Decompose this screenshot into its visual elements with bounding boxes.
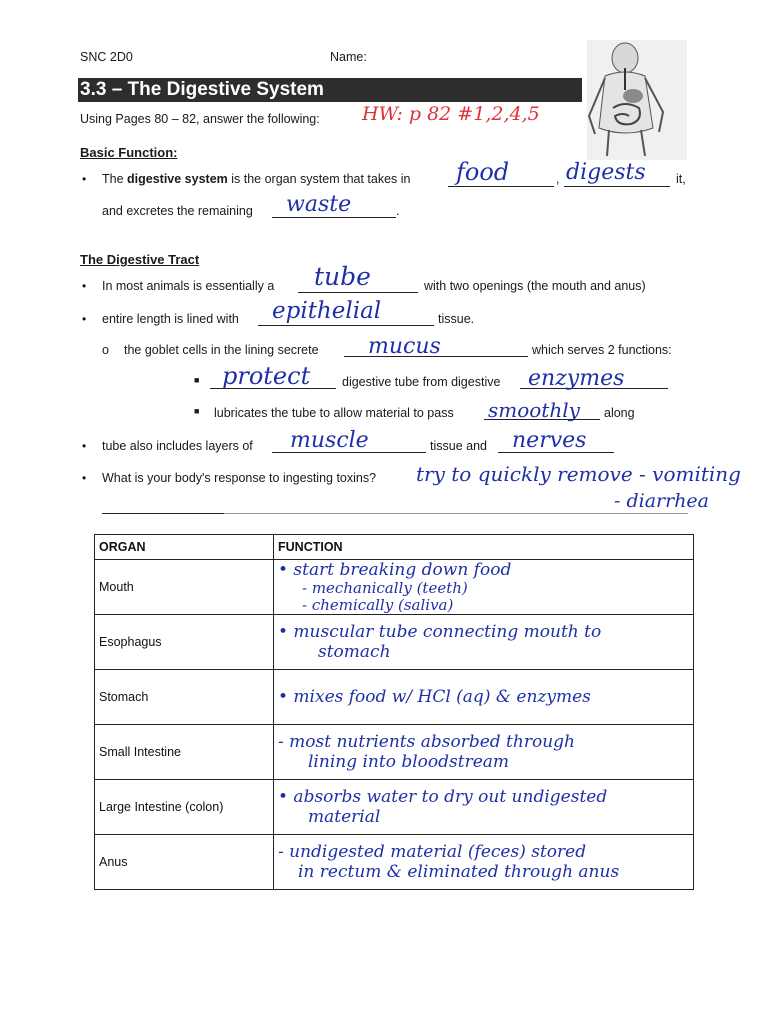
table-row <box>95 615 694 670</box>
bullet-icon: • <box>82 172 87 186</box>
blank-line <box>298 292 418 293</box>
organ-cell: Small Intestine <box>95 725 274 780</box>
course-code: SNC 2D0 <box>80 50 133 64</box>
name-label: Name: <box>330 50 367 64</box>
organ-column-header: ORGAN <box>95 535 274 560</box>
bullet-icon: • <box>82 439 87 453</box>
table-row <box>95 560 694 615</box>
tract-b2-pre: entire length is lined with <box>102 312 239 326</box>
answer-mucus: mucus <box>368 334 441 359</box>
organ-cell: Large Intestine (colon) <box>95 780 274 835</box>
table-header-row <box>95 535 694 560</box>
function-line: • mixes food w/ HCl (aq) & enzymes <box>278 687 591 707</box>
answer-tube: tube <box>314 262 371 291</box>
answer-waste: waste <box>286 192 352 217</box>
table-row <box>95 780 694 835</box>
answer-smoothly: smoothly <box>488 398 580 422</box>
line1-end: it, <box>676 172 686 186</box>
organ-cell: Esophagus <box>95 615 274 670</box>
comma: , <box>556 172 560 186</box>
organ-function-table <box>94 534 694 890</box>
square-bullet-icon: ■ <box>194 375 200 385</box>
function-line: • start breaking down food <box>278 560 512 580</box>
table-row <box>95 835 694 890</box>
tract-f1-mid: digestive tube from digestive <box>342 375 501 389</box>
blank-line <box>448 186 554 187</box>
tract-f2-post: along <box>604 406 635 420</box>
function-line: lining into bloodstream <box>308 752 510 772</box>
table-row <box>95 725 694 780</box>
organ-cell: Anus <box>95 835 274 890</box>
function-cell <box>274 780 694 835</box>
blank-line <box>258 325 434 326</box>
blank-line <box>102 513 224 514</box>
function-line: stomach <box>318 642 391 662</box>
blank-line <box>272 217 396 218</box>
homework-note: HW: p 82 #1,2,4,5 <box>362 103 540 125</box>
basic-function-line1: The digestive system is the organ system that takes in <box>102 172 411 186</box>
function-line: - mechanically (teeth) <box>302 579 468 597</box>
answer-toxins-1: try to quickly remove - vomiting <box>416 462 741 486</box>
function-cell <box>274 615 694 670</box>
tract-b3-mid: tissue and <box>430 439 487 453</box>
answer-enzymes: enzymes <box>528 366 625 391</box>
organ-cell: Mouth <box>95 560 274 615</box>
function-cell <box>274 670 694 725</box>
tract-b1-pre: In most animals is essentially a <box>102 279 275 293</box>
bullet-icon: • <box>82 279 87 293</box>
page-title: 3.3 – The Digestive System <box>78 78 582 102</box>
answer-food: food <box>456 158 510 186</box>
bullet-icon: • <box>82 471 87 485</box>
answer-protect: protect <box>222 362 311 390</box>
tract-b3-pre: tube also includes layers of <box>102 439 253 453</box>
basic-function-line2: and excretes the remaining <box>102 204 253 218</box>
answer-toxins-2: - diarrhea <box>614 490 709 512</box>
function-line: material <box>308 807 381 827</box>
tract-f2-pre: lubricates the tube to allow material to pass <box>214 406 454 420</box>
function-cell <box>274 835 694 890</box>
period: . <box>396 204 400 218</box>
circle-bullet-icon: o <box>102 343 109 357</box>
blank-line <box>224 513 688 514</box>
tract-b2-post: tissue. <box>438 312 475 326</box>
answer-muscle: muscle <box>290 428 369 453</box>
tract-sub-post: which serves 2 functions: <box>532 343 672 357</box>
digestive-tract-heading: The Digestive Tract <box>80 252 200 267</box>
digestive-system-illustration <box>583 38 691 162</box>
function-line: - chemically (saliva) <box>302 596 454 614</box>
function-line: - undigested material (feces) stored <box>278 842 587 862</box>
function-line: • muscular tube connecting mouth to <box>278 622 602 642</box>
instructions: Using Pages 80 – 82, answer the following: <box>80 112 320 126</box>
answer-nerves: nerves <box>512 428 587 453</box>
basic-function-heading: Basic Function: <box>80 145 178 160</box>
function-column-header: FUNCTION <box>274 535 694 560</box>
square-bullet-icon: ■ <box>194 406 200 416</box>
function-line: in rectum & eliminated through anus <box>298 862 620 882</box>
table-row <box>95 670 694 725</box>
answer-digests: digests <box>566 160 646 185</box>
blank-line <box>564 186 670 187</box>
function-cell <box>274 725 694 780</box>
tract-sub-pre: the goblet cells in the lining secrete <box>124 343 319 357</box>
tract-b4-pre: What is your body's response to ingesting toxins? <box>102 471 377 485</box>
function-cell <box>274 560 694 615</box>
answer-epithelial: epithelial <box>272 298 382 324</box>
tract-b1-post: with two openings (the mouth and anus) <box>424 279 646 293</box>
function-line: • absorbs water to dry out undigested <box>278 787 608 807</box>
bullet-icon: • <box>82 312 87 326</box>
organ-cell: Stomach <box>95 670 274 725</box>
function-line: - most nutrients absorbed through <box>278 732 575 752</box>
